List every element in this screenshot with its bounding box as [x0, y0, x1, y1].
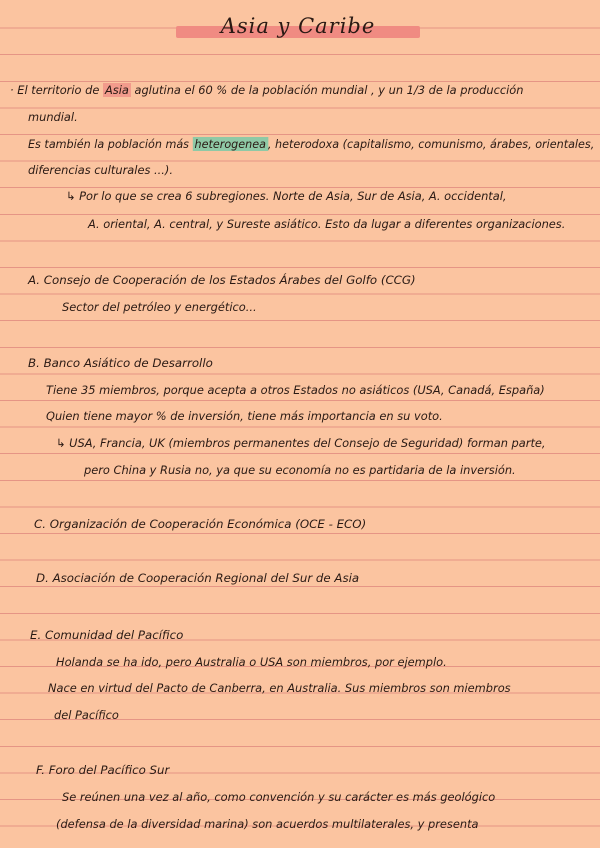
- intro-line-1-end: aglutina el 60 % de la población mundial , y un 1/3 de la producción: [130, 83, 524, 97]
- intro-line-6: A. oriental, A. central, y Sureste asiático. Esto da lugar a diferentes organizaciones.: [88, 217, 566, 231]
- intro-line-4: diferencias culturales ...).: [28, 163, 173, 177]
- section-e-line-1: Holanda se ha ido, pero Australia o USA son miembros, por ejemplo.: [56, 655, 447, 669]
- section-a-line-1: Sector del petróleo y energético...: [62, 300, 257, 314]
- intro-line-5: ↳ Por lo que se crea 6 subregiones. Norte de Asia, Sur de Asia, A. occidental,: [66, 189, 507, 203]
- section-f-line-2: (defensa de la diversidad marina) son acuerdos multilaterales, y presenta: [56, 817, 479, 831]
- section-b-heading: B. Banco Asiático de Desarrollo: [28, 356, 213, 370]
- section-e-line-2: Nace en virtud del Pacto de Canberra, en Australia. Sus miembros son miembros: [48, 681, 511, 695]
- section-b-line-4: pero China y Rusia no, ya que su economía no es partidaria de la inversión.: [84, 463, 516, 477]
- section-d-heading: D. Asociación de Cooperación Regional del Sur de Asia: [36, 571, 360, 585]
- intro-line-2: mundial.: [28, 110, 78, 124]
- section-e-line-3: del Pacífico: [54, 708, 119, 722]
- page-title: Asia y Caribe: [220, 14, 376, 38]
- intro-line-3-end: , heterodoxa (capitalismo, comunismo, árabes, orientales,: [267, 137, 595, 151]
- section-b-line-2: Quien tiene mayor % de inversión, tiene más importancia en su voto.: [46, 409, 443, 423]
- section-a-heading: A. Consejo de Cooperación de los Estados Árabes del Golfo (CCG): [28, 273, 416, 287]
- section-c-heading: C. Organización de Cooperación Económica (OCE - ECO): [34, 517, 367, 531]
- highlight-asia: Asia: [104, 83, 129, 97]
- intro-line-1: [10, 82, 523, 98]
- section-b-line-1: Tiene 35 miembros, porque acepta a otros Estados no asiáticos (USA, Canadá, España): [46, 383, 545, 397]
- section-f-line-1: Se reúnen una vez al año, como convención y su carácter es más geológico: [62, 790, 496, 804]
- section-f-heading: F. Foro del Pacífico Sur: [36, 763, 170, 777]
- intro-line-1-start: · El territorio de: [10, 83, 103, 97]
- intro-line-3: [28, 136, 594, 152]
- section-e-heading: E. Comunidad del Pacífico: [30, 628, 184, 642]
- intro-line-3-start: Es también la población más: [28, 137, 193, 151]
- section-b-line-3: ↳ USA, Francia, UK (miembros permanentes del Consejo de Seguridad) forman parte,: [56, 436, 546, 450]
- highlight-heterogenea: heterogenea: [194, 137, 266, 151]
